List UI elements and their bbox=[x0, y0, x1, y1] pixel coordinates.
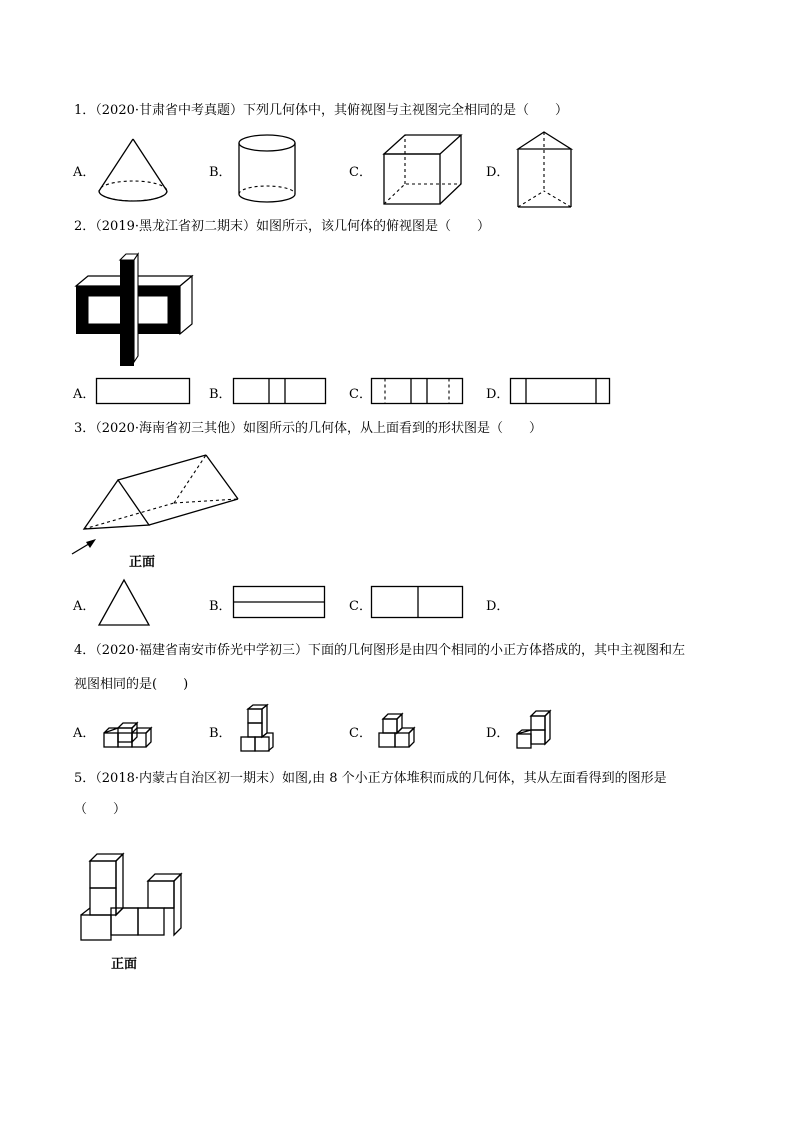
q3-option-b-figure[interactable] bbox=[233, 586, 327, 620]
q5-front-label: 正面 bbox=[111, 957, 138, 972]
q1-option-c-label[interactable]: C． bbox=[349, 165, 372, 180]
q3-front-label: 正面 bbox=[129, 555, 156, 570]
question-2-stem: 2．（2019·黑龙江省初二期末）如图所示，该几何体的俯视图是（ ） bbox=[74, 219, 490, 234]
q4-option-c-label[interactable]: C． bbox=[349, 726, 372, 741]
q3-option-c-figure[interactable] bbox=[371, 586, 465, 620]
q4-option-a-label[interactable]: A． bbox=[73, 726, 96, 741]
q2-option-c-label[interactable]: C． bbox=[349, 387, 372, 402]
q2-option-b-label[interactable]: B． bbox=[209, 387, 232, 402]
q4-option-d-cubes[interactable] bbox=[513, 710, 553, 750]
q2-option-d-figure[interactable] bbox=[510, 378, 612, 406]
zhong-shaped-solid-figure bbox=[74, 248, 196, 368]
question-4-stem-line1: 4．（2020·福建省南安市侨光中学初三）下面的几何图形是由四个相同的小正方体搭成的，其中主视图和左 bbox=[74, 643, 685, 658]
stacked-cubes-figure bbox=[80, 854, 186, 942]
q1-option-d-label[interactable]: D． bbox=[486, 165, 510, 180]
triangular-prism-icon bbox=[517, 131, 573, 209]
question-1-stem: 1．（2020·甘肃省中考真题）下列几何体中，其俯视图与主视图完全相同的是（ ） bbox=[74, 103, 568, 118]
question-5-stem-line2: （ ） bbox=[74, 802, 127, 817]
q4-option-a-cubes[interactable] bbox=[103, 714, 153, 748]
q1-option-a-label[interactable]: A． bbox=[73, 165, 96, 180]
q3-option-b-label[interactable]: B． bbox=[209, 599, 232, 614]
q3-option-a-figure[interactable] bbox=[97, 578, 153, 628]
q4-option-d-label[interactable]: D． bbox=[486, 726, 510, 741]
cone-icon bbox=[98, 137, 168, 205]
cube-icon bbox=[383, 134, 463, 206]
q1-option-b-label[interactable]: B． bbox=[209, 165, 232, 180]
q2-option-c-figure[interactable] bbox=[371, 378, 467, 406]
q4-option-c-cubes[interactable] bbox=[377, 713, 417, 749]
question-4-stem-line2: 视图相同的是( ) bbox=[74, 677, 189, 692]
q4-option-b-label[interactable]: B． bbox=[209, 726, 232, 741]
triangular-prism-lying-figure bbox=[68, 450, 248, 556]
q3-option-d-label[interactable]: D． bbox=[486, 599, 510, 614]
q2-option-d-label[interactable]: D． bbox=[486, 387, 510, 402]
q2-option-b-figure[interactable] bbox=[233, 378, 329, 406]
q2-option-a-figure[interactable] bbox=[96, 378, 192, 406]
cylinder-icon bbox=[238, 134, 298, 206]
q3-option-a-label[interactable]: A． bbox=[73, 599, 96, 614]
q2-option-a-label[interactable]: A． bbox=[73, 387, 96, 402]
question-3-stem: 3．（2020·海南省初三其他）如图所示的几何体，从上面看到的形状图是（ ） bbox=[74, 421, 542, 436]
q3-option-c-label[interactable]: C． bbox=[349, 599, 372, 614]
q4-option-b-cubes[interactable] bbox=[240, 705, 276, 751]
question-5-stem-line1: 5．（2018·内蒙古自治区初一期末）如图,由 8 个小正方体堆积而成的几何体，其从左面看得到的图形是 bbox=[74, 771, 667, 786]
